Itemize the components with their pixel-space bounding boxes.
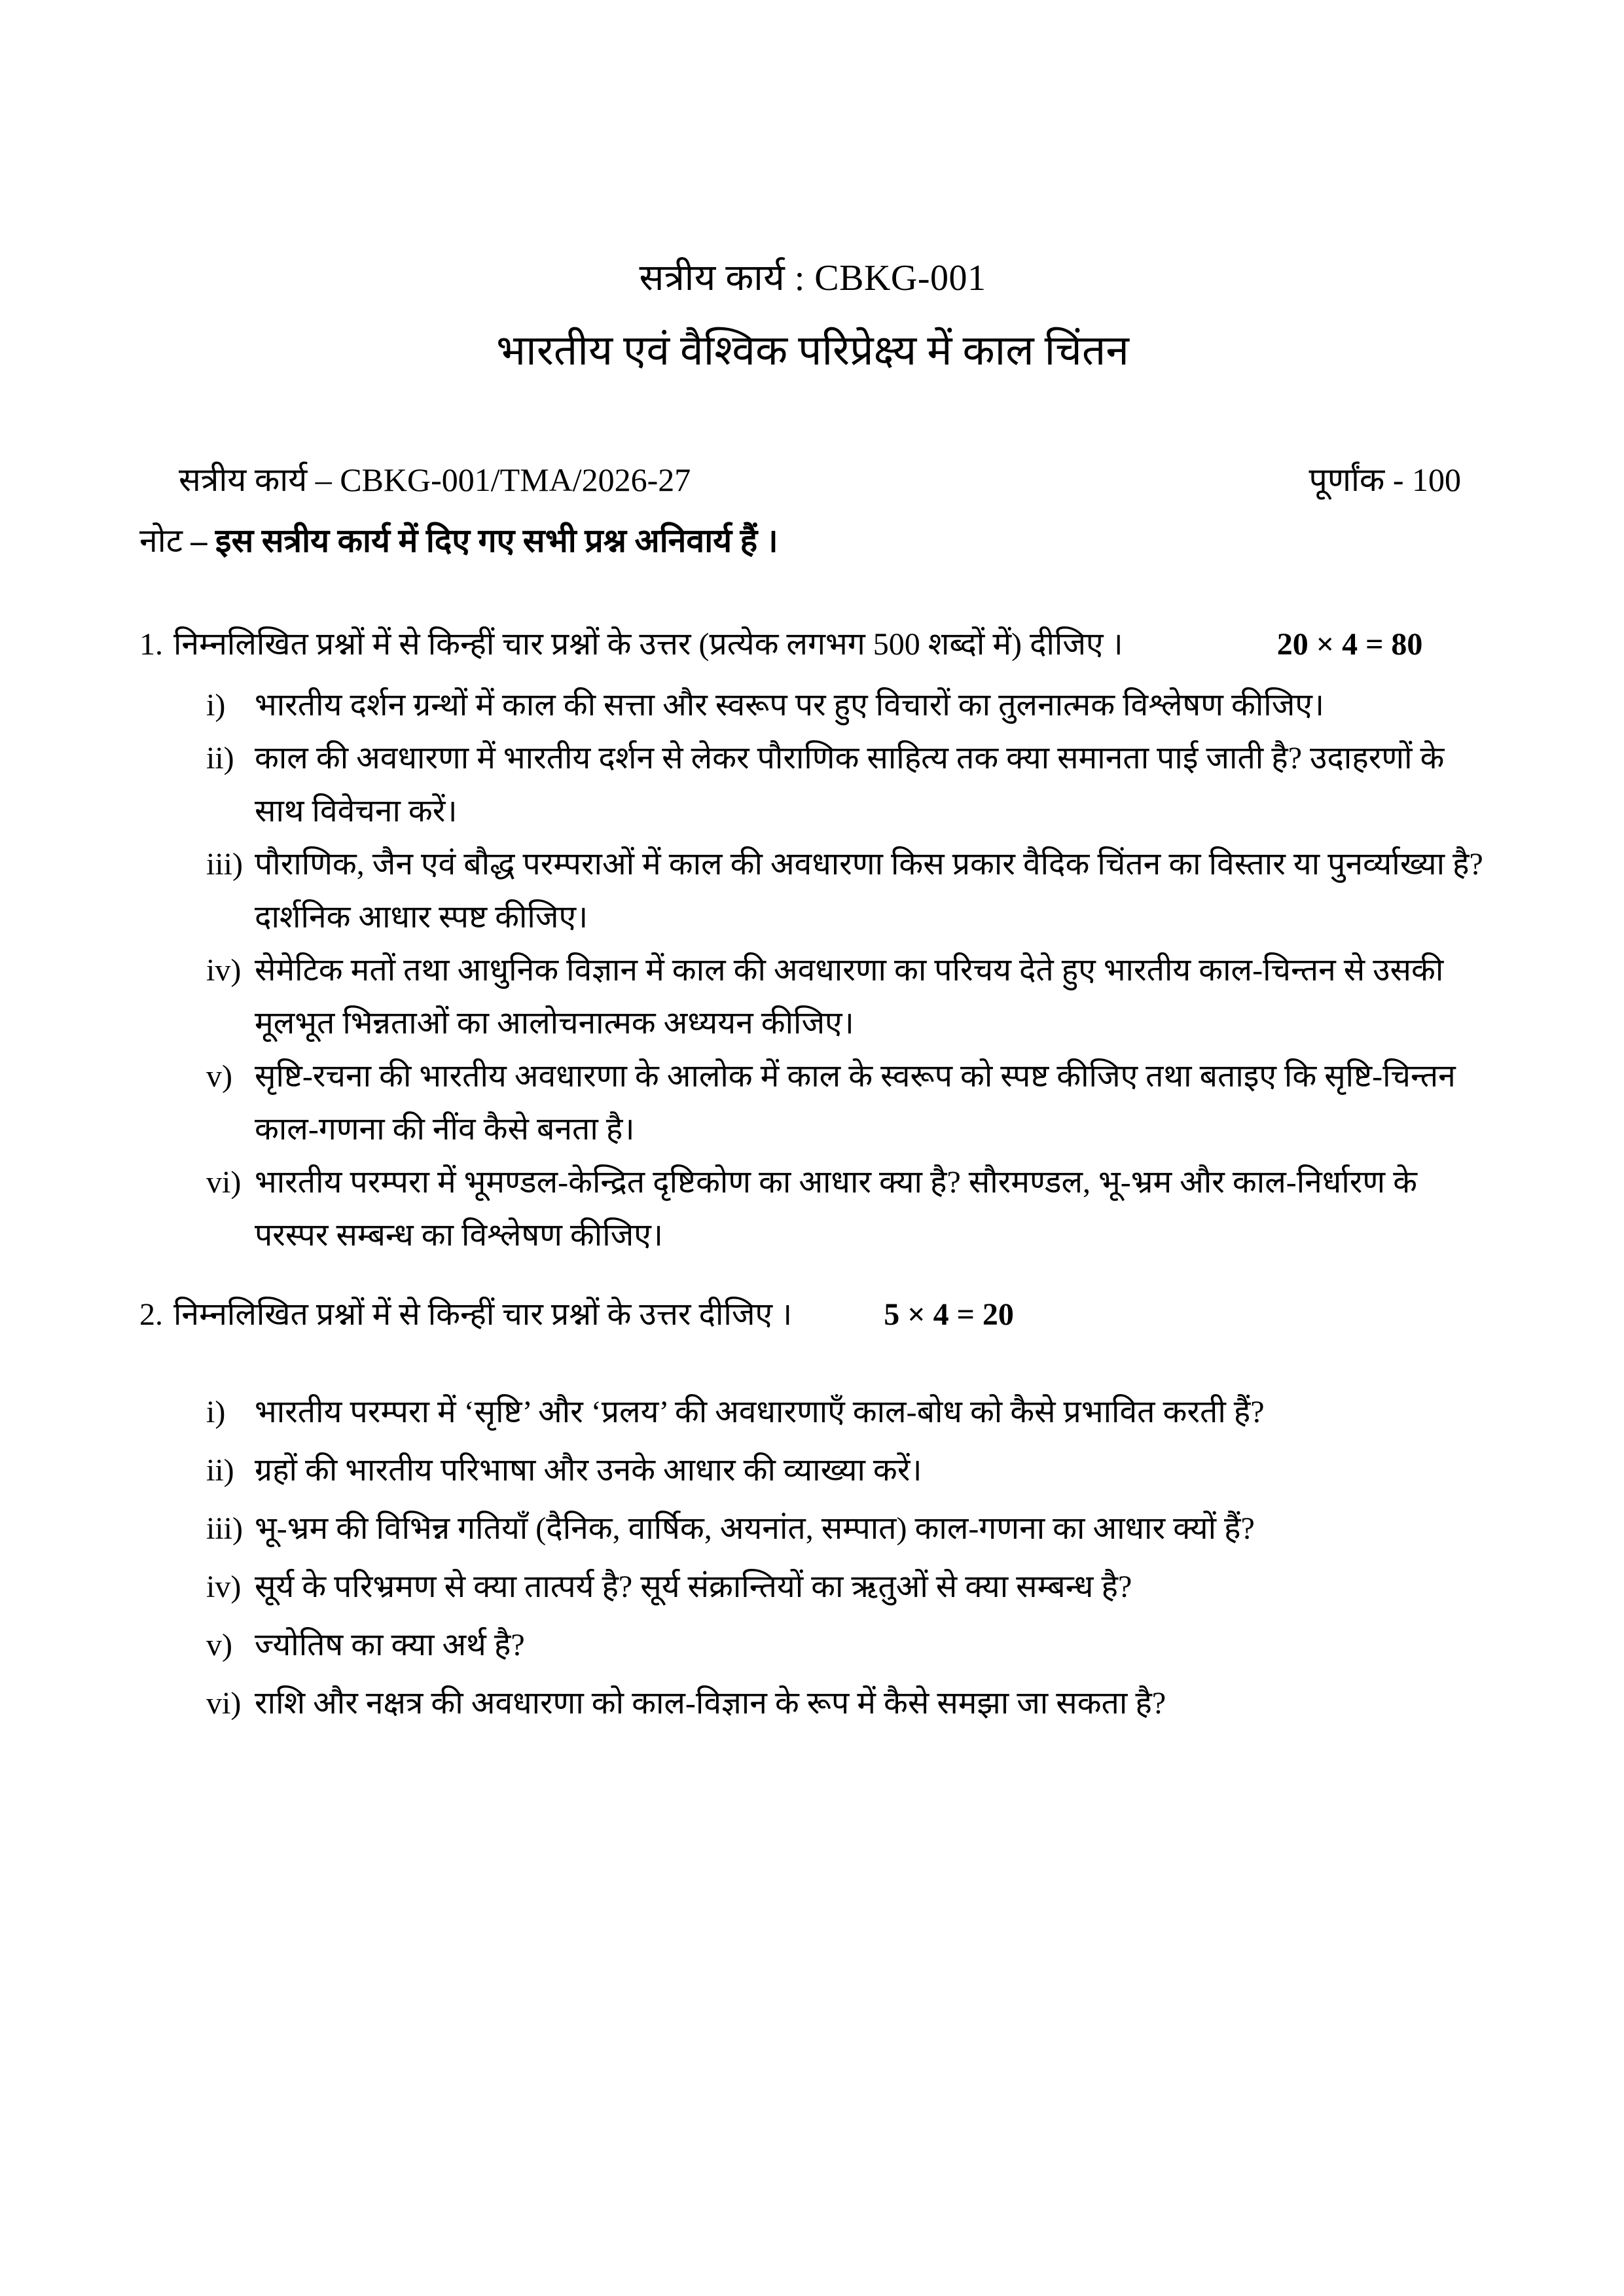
list-item [206, 1560, 1486, 1613]
item-text: भारतीय परम्परा में भूमण्डल-केन्द्रित दृष्टिकोण का आधार क्या है? सौरमण्डल, भू-भ्रम और काल-निर्धारण के परस्पर सम्बन्ध का विश्लेषण कीजिए। [255, 1165, 1417, 1253]
question-2-number: 2. [139, 1297, 163, 1332]
list-item [206, 1677, 1486, 1730]
list-item [206, 1386, 1486, 1439]
item-label: iii) [206, 847, 243, 882]
assignment-code: सत्रीय कार्य – CBKG-001/TMA/2026-27 [179, 461, 691, 498]
question-2-marks: 5 × 4 = 20 [884, 1297, 1014, 1332]
item-label: v) [206, 1059, 232, 1094]
item-text: सेमेटिक मतों तथा आधुनिक विज्ञान में काल की अवधारणा का परिचय देते हुए भारतीय काल-चिन्तन से उसकी मूलभूत भिन्नताओं का आलोचनात्मक अध्ययन कीजिए। [255, 953, 1444, 1041]
question-1-number: 1. [139, 627, 163, 662]
item-text: काल की अवधारणा में भारतीय दर्शन से लेकर पौराणिक साहित्य तक क्या समानता पाई जाती है? उदाहरणों के साथ विवेचना करें। [255, 741, 1445, 829]
item-text: राशि और नक्षत्र की अवधारणा को काल-विज्ञान के रूप में कैसे समझा जा सकता है? [255, 1686, 1166, 1721]
item-label: vi) [206, 1165, 242, 1200]
question-2-prompt: निम्नलिखित प्रश्नों में से किन्हीं चार प्रश्नों के उत्तर दीजिए । [173, 1297, 793, 1332]
list-item [206, 1502, 1486, 1555]
list-item [206, 1619, 1486, 1672]
list-item [206, 838, 1486, 944]
item-text: ग्रहों की भारतीय परिभाषा और उनके आधार की व्याख्या करें। [255, 1453, 922, 1488]
item-label: ii) [206, 741, 234, 776]
page-title: सत्रीय कार्य : CBKG-001 [639, 258, 986, 298]
item-label: iii) [206, 1511, 243, 1546]
item-label: ii) [206, 1453, 234, 1488]
list-item [206, 944, 1486, 1050]
note-text: – इस सत्रीय कार्य में दिए गए सभी प्रश्न अनिवार्य हैं । [190, 522, 778, 559]
item-label: i) [206, 1395, 226, 1429]
item-label: v) [206, 1628, 232, 1662]
question-2 [139, 1288, 1486, 1730]
item-label: iv) [206, 953, 242, 988]
item-text: ज्योतिष का क्या अर्थ है? [255, 1628, 525, 1662]
item-label: vi) [206, 1686, 242, 1721]
item-text: सृष्टि-रचना की भारतीय अवधारणा के आलोक में काल के स्वरूप को स्पष्ट कीजिए तथा बताइए कि सृष्टि-चिन्तन काल-गणना की नींव कैसे बनता है। [255, 1059, 1456, 1147]
question-2-header [139, 1288, 1486, 1341]
list-item [206, 1050, 1486, 1156]
item-text: भारतीय परम्परा में ‘सृष्टि’ और ‘प्रलय’ की अवधारणाएँ काल-बोध को कैसे प्रभावित करती हैं? [255, 1395, 1265, 1429]
list-item [206, 1156, 1486, 1262]
question-1-prompt: निम्नलिखित प्रश्नों में से किन्हीं चार प्रश्नों के उत्तर (प्रत्येक लगभग 500 शब्दों में) दीजिए । [173, 627, 1123, 662]
question-1 [139, 618, 1486, 1262]
item-text: भारतीय दर्शन ग्रन्थों में काल की सत्ता और स्वरूप पर हुए विचारों का तुलनात्मक विश्लेषण कीजिए। [255, 688, 1325, 723]
question-1-items [206, 679, 1486, 1262]
item-label: i) [206, 688, 226, 723]
item-text: भू-भ्रम की विभिन्न गतियाँ (दैनिक, वार्षिक, अयनांत, सम्पात) काल-गणना का आधार क्यों हैं? [255, 1511, 1255, 1546]
note-line [139, 520, 1486, 562]
question-1-header [139, 618, 1486, 671]
question-1-marks: 20 × 4 = 80 [1276, 627, 1423, 662]
total-marks: पूर्णांक - 100 [1308, 461, 1461, 498]
list-item [206, 732, 1486, 838]
item-text: पौराणिक, जैन एवं बौद्ध परम्पराओं में काल की अवधारणा किस प्रकार वैदिक चिंतन का विस्तार या पुनर्व्याख्या है? दार्शनिक आधार स्पष्ट कीजिए। [255, 847, 1483, 935]
list-item [206, 679, 1486, 732]
page-subtitle: भारतीय एवं वैश्विक परिप्रेक्ष्य में काल चिंतन [496, 327, 1129, 374]
list-item [206, 1444, 1486, 1497]
item-text: सूर्य के परिभ्रमण से क्या तात्पर्य है? सूर्य संक्रान्तियों का ऋतुओं से क्या सम्बन्ध है? [255, 1570, 1132, 1604]
item-label: iv) [206, 1570, 242, 1604]
question-2-items [206, 1386, 1486, 1730]
note-label: नोट [139, 522, 191, 559]
meta-row [139, 459, 1486, 501]
